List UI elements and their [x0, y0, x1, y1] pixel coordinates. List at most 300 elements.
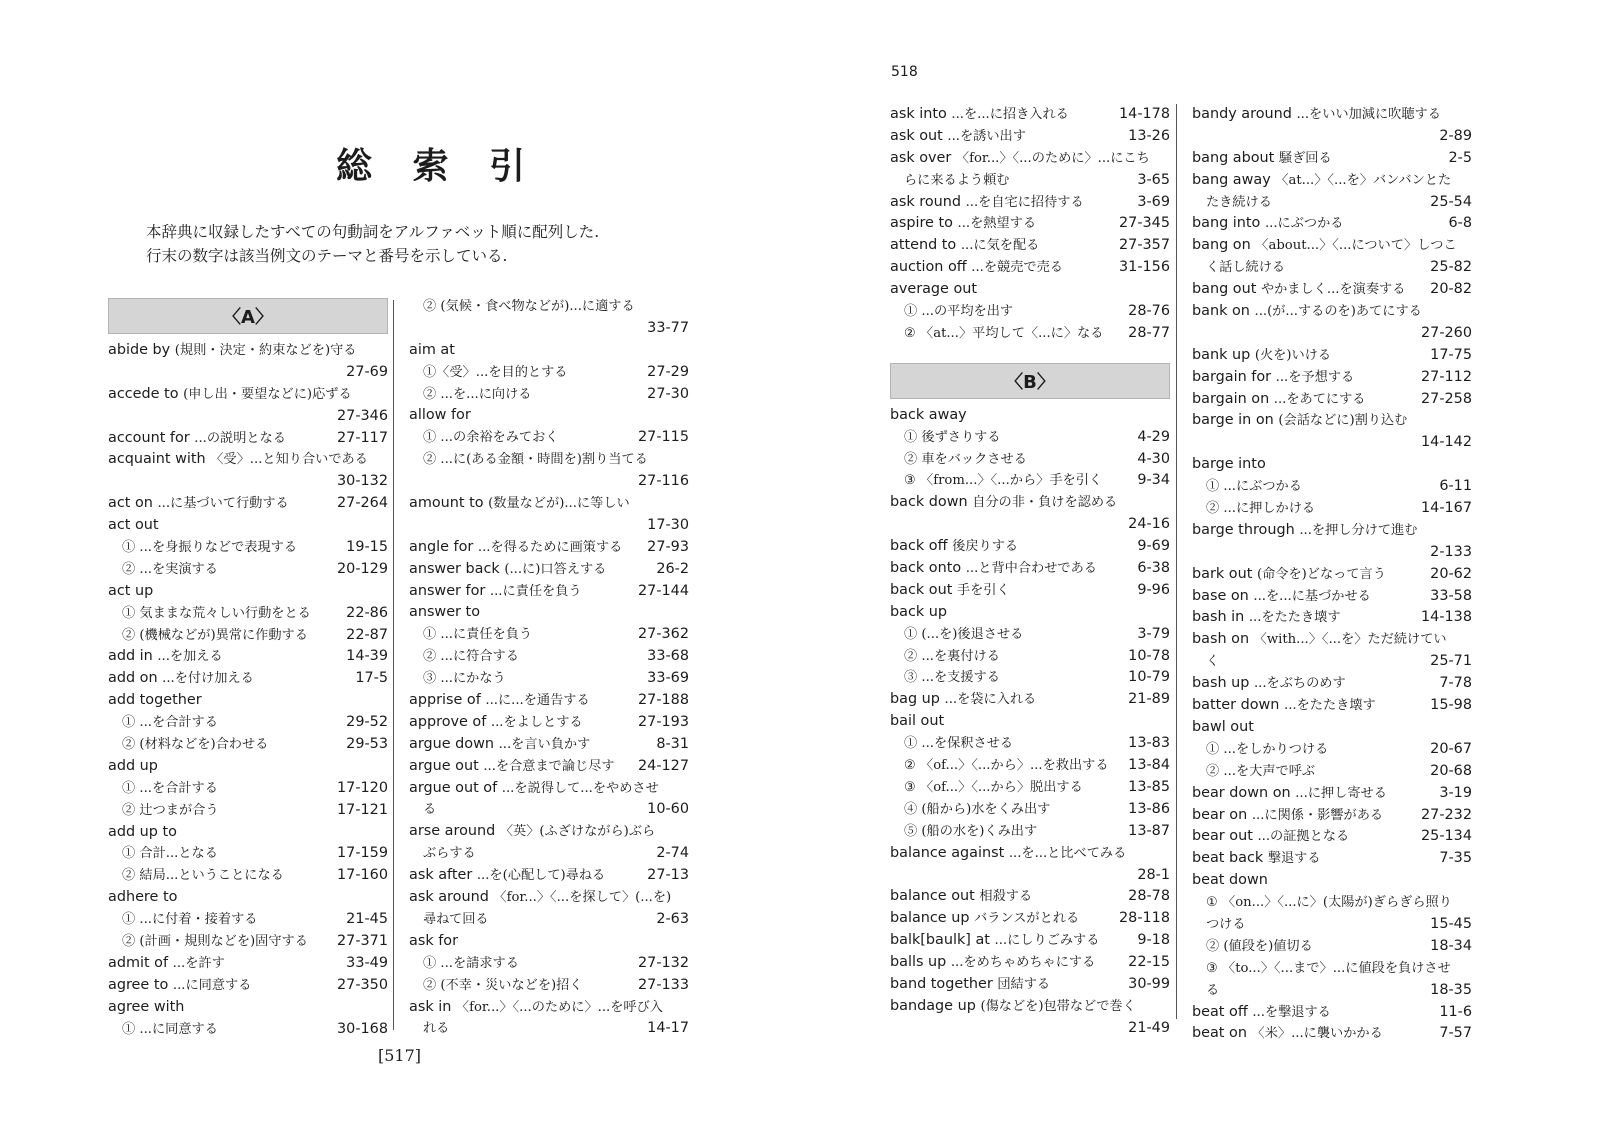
index-entry: [409, 997, 689, 1019]
reference-number: 27-69: [346, 363, 388, 380]
index-entry: [108, 581, 388, 603]
index-subentry: [108, 800, 388, 822]
headword: bag up: [890, 691, 940, 708]
reference-number: 8-31: [656, 735, 689, 752]
entry-text: [1192, 1023, 1383, 1045]
index-subentry: [890, 323, 1170, 345]
entry-text: [1192, 783, 1387, 805]
index-title: 総 索 引: [336, 146, 540, 187]
headword: argue out: [409, 757, 479, 774]
index-subentry: [1192, 542, 1472, 564]
definition: ③ 〈from...〉〈...から〉手を引く: [904, 473, 1103, 489]
index-entry: [1192, 520, 1472, 542]
index-subentry: [1192, 958, 1472, 980]
reference-number: 27-188: [638, 692, 689, 709]
index-subentry: [108, 471, 388, 493]
index-entry: [1192, 673, 1472, 695]
definition: ...を...と比べてみる: [1008, 845, 1127, 861]
entry-text: [890, 886, 1032, 908]
definition: たき続ける: [1206, 194, 1272, 210]
definition: (命令を)どなって言う: [1256, 566, 1386, 582]
entry-text: [409, 821, 655, 843]
index-entry: [409, 493, 689, 515]
index-subentry: [890, 301, 1170, 323]
headword: back onto: [890, 560, 962, 577]
entry-text: [890, 279, 977, 301]
headword: ask after: [409, 867, 473, 884]
entry-text: [890, 602, 947, 624]
index-subentry: [1192, 892, 1472, 914]
definition: ...をたたき壊す: [1248, 610, 1341, 626]
index-subentry: [890, 449, 1170, 471]
reference-number: 30-168: [337, 1020, 388, 1037]
headword: bail out: [890, 713, 945, 730]
headword: beat down: [1192, 872, 1268, 889]
reference-number: 27-232: [1421, 806, 1472, 823]
entry-text: [1192, 235, 1457, 257]
index-subentry: [1192, 980, 1472, 1002]
headword: angle for: [409, 538, 474, 555]
entry-text: [890, 908, 1079, 930]
index-subentry: [1192, 936, 1472, 958]
entry-text: [904, 733, 1013, 755]
page-number: 518: [891, 64, 918, 80]
index-entry: [1192, 213, 1472, 235]
reference-number: 4-29: [1137, 428, 1170, 445]
definition: 撃退する: [1267, 851, 1321, 867]
reference-number: 30-99: [1128, 975, 1170, 992]
entry-text: [904, 755, 1109, 777]
index-subentry: [890, 821, 1170, 843]
entry-text: [1192, 279, 1405, 301]
definition: ② (材料などを)合わせる: [122, 737, 269, 753]
reference-number: 3-19: [1439, 784, 1472, 801]
definition: ② ...に(ある金額・時間を)割り当てる: [423, 452, 648, 468]
index-entry: [890, 908, 1170, 930]
index-subentry: [108, 712, 388, 734]
entry-text: [904, 667, 1000, 689]
index-entry: [409, 340, 689, 362]
headword: adhere to: [108, 889, 178, 906]
definition: ...に関係・影響がある: [1251, 807, 1384, 823]
entry-text: [1206, 761, 1315, 783]
headword: act up: [108, 582, 154, 599]
index-entry: [1192, 564, 1472, 586]
index-entry: [1192, 104, 1472, 126]
headword: ask for: [409, 932, 459, 949]
entry-text: [904, 427, 1001, 449]
reference-number: 4-30: [1137, 450, 1170, 467]
entry-text: [122, 909, 257, 931]
entry-text: [1192, 301, 1422, 323]
entry-text: [122, 712, 218, 734]
reference-number: 28-77: [1128, 324, 1170, 341]
entry-text: [1192, 717, 1254, 739]
definition: ...を合意まで論じ尽す: [483, 758, 615, 774]
headword: agree with: [108, 998, 185, 1015]
headword: bang about: [1192, 149, 1275, 166]
headword: back out: [890, 581, 953, 598]
headword: amount to: [409, 495, 484, 512]
reference-number: 28-118: [1119, 910, 1170, 927]
definition: ② ...に押しかける: [1206, 501, 1316, 517]
index-entry: [409, 821, 689, 843]
headword: barge through: [1192, 521, 1295, 538]
left-column-2: [409, 296, 689, 1040]
headword: bargain on: [1192, 390, 1270, 407]
reference-number: 27-13: [647, 867, 689, 884]
reference-number: 27-115: [638, 429, 689, 446]
index-entry: [890, 930, 1170, 952]
index-entry: [1192, 148, 1472, 170]
reference-number: 7-78: [1439, 675, 1472, 692]
index-entry: [890, 996, 1170, 1018]
headword: apprise of: [409, 692, 481, 709]
reference-number: 27-371: [337, 933, 388, 950]
headword: ask over: [890, 149, 952, 166]
entry-text: [904, 301, 1013, 323]
definition: (数量などが)...に等しい: [488, 496, 630, 512]
definition: ...と背中合わせである: [965, 561, 1097, 577]
reference-number: 11-6: [1439, 1003, 1472, 1020]
entry-text: [409, 340, 455, 362]
entry-text: [1192, 345, 1331, 367]
definition: ② 〈at...〉平均して〈...に〉なる: [904, 325, 1104, 341]
reference-number: 27-357: [1119, 237, 1170, 254]
index-subentry: [409, 471, 689, 493]
definition: ...を加える: [157, 649, 223, 665]
index-entry: [890, 148, 1170, 170]
definition: ...を説得して...をやめさせ: [501, 780, 659, 796]
headword: aim at: [409, 341, 455, 358]
headword: balance out: [890, 888, 975, 905]
reference-number: 13-85: [1128, 778, 1170, 795]
entry-text: [1192, 870, 1268, 892]
index-entry: [108, 887, 388, 909]
index-subentry: [890, 865, 1170, 887]
index-entry: [108, 997, 388, 1019]
headword: accede to: [108, 385, 179, 402]
index-entry: [1192, 848, 1472, 870]
definition: ③ ...を支援する: [904, 670, 1000, 686]
entry-text: [890, 952, 1095, 974]
reference-number: 14-17: [647, 1020, 689, 1037]
reference-number: 9-18: [1137, 932, 1170, 949]
headword: add in: [108, 648, 153, 665]
index-subentry: [409, 624, 689, 646]
headword: bash in: [1192, 609, 1245, 626]
headword: bash up: [1192, 675, 1250, 692]
reference-number: 27-93: [647, 538, 689, 555]
definition: (火を)いける: [1254, 347, 1332, 363]
entry-text: [890, 492, 1117, 514]
index-entry: [890, 843, 1170, 865]
reference-number: 27-346: [337, 407, 388, 424]
definition: 〈受〉...と知り合いである: [210, 452, 368, 468]
definition: 相殺する: [979, 889, 1033, 905]
index-subentry: [890, 733, 1170, 755]
headword: ask round: [890, 193, 962, 210]
entry-text: [108, 953, 225, 975]
entry-text: [1192, 454, 1266, 476]
definition: ① 気ままな荒々しい行動をとる: [122, 605, 311, 621]
reference-number: 20-62: [1430, 565, 1472, 582]
definition: ...を袋に入れる: [944, 692, 1037, 708]
definition: ⑤ (船の水を)くみ出す: [904, 823, 1038, 839]
headword: answer for: [409, 582, 486, 599]
reference-number: 15-45: [1430, 915, 1472, 932]
headword: bear out: [1192, 828, 1253, 845]
definition: ...をいい加減に吹聴する: [1296, 107, 1441, 122]
reference-number: 33-69: [647, 670, 689, 687]
headword: argue down: [409, 735, 494, 752]
definition: 騒ぎ回る: [1278, 150, 1332, 166]
reference-number: 9-96: [1137, 581, 1170, 598]
index-subentry: [108, 603, 388, 625]
reference-number: 31-156: [1119, 259, 1170, 276]
headword: attend to: [890, 237, 957, 254]
entry-text: [1192, 1002, 1331, 1024]
entry-text: [409, 581, 582, 603]
reference-number: 20-67: [1430, 740, 1472, 757]
reference-number: 27-345: [1119, 215, 1170, 232]
entry-text: [1192, 586, 1371, 608]
headword: back up: [890, 603, 948, 620]
definition: ...を...に基づかせる: [1253, 588, 1371, 604]
reference-number: 21-45: [346, 911, 388, 928]
headword: ask in: [409, 998, 452, 1015]
definition: 〈about...〉〈...について〉しつこ: [1255, 238, 1457, 254]
entry-text: [108, 581, 153, 603]
definition: ...を撃退する: [1252, 1004, 1331, 1020]
entry-text: [423, 296, 635, 318]
index-subentry: [890, 170, 1170, 192]
index-entry: [890, 257, 1170, 279]
index-subentry: [108, 362, 388, 384]
definition: ...をぶちのめす: [1253, 676, 1346, 692]
index-subentry: [108, 843, 388, 865]
headword: act on: [108, 495, 153, 512]
reference-number: 27-133: [638, 976, 689, 993]
entry-text: [409, 405, 471, 427]
index-subentry: [409, 449, 689, 471]
index-entry: [108, 646, 388, 668]
left-column-1: [108, 296, 388, 1041]
index-subentry: [409, 843, 689, 865]
entry-text: [409, 493, 630, 515]
definition: ...を自宅に招待する: [965, 194, 1084, 210]
section-header: 〈A〉: [108, 298, 388, 334]
entry-text: [904, 449, 1027, 471]
definition: 〈at...〉〈...を〉バンバンとた: [1275, 172, 1452, 188]
definition: ...を付け加える: [162, 671, 254, 687]
entry-text: [1192, 367, 1354, 389]
entry-text: [890, 148, 1150, 170]
reference-number: 27-258: [1421, 390, 1472, 407]
definition: ② 車をバックさせる: [904, 451, 1027, 467]
entry-text: [423, 975, 583, 997]
definition: (傷などを)包帯などで巻く: [980, 998, 1136, 1014]
entry-text: [122, 603, 311, 625]
entry-text: [423, 427, 558, 449]
headword: bargain for: [1192, 368, 1272, 385]
index-entry: [409, 931, 689, 953]
definition: ...に...を通告する: [485, 693, 590, 709]
headword: agree to: [108, 976, 169, 993]
headword: ask out: [890, 127, 943, 144]
index-subentry: [890, 1018, 1170, 1040]
reference-number: 9-69: [1137, 538, 1170, 555]
entry-text: [904, 799, 1050, 821]
reference-number: 26-2: [656, 560, 689, 577]
headword: abide by: [108, 342, 171, 358]
reference-number: 13-26: [1128, 127, 1170, 144]
entry-text: [409, 734, 590, 756]
index-entry: [409, 734, 689, 756]
entry-text: [1192, 805, 1383, 827]
entry-text: [904, 470, 1102, 492]
definition: 〈with...〉〈...を〉ただ続けてい: [1253, 632, 1447, 648]
index-subentry: [108, 1019, 388, 1041]
index-subentry: [890, 777, 1170, 799]
entry-text: [122, 778, 218, 800]
index-subentry: [108, 559, 388, 581]
index-entry: [108, 953, 388, 975]
index-entry: [890, 602, 1170, 624]
entry-text: [108, 428, 286, 450]
entry-text: [1206, 980, 1219, 1002]
index-entry: [108, 493, 388, 515]
headword: argue out of: [409, 779, 498, 796]
index-subentry: [108, 909, 388, 931]
definition: ① ...に付着・接着する: [122, 912, 258, 928]
entry-text: [423, 843, 476, 865]
definition: ④ (船から)水をくみ出す: [904, 801, 1051, 817]
entry-text: [890, 405, 967, 427]
index-subentry: [108, 931, 388, 953]
index-subentry: [890, 755, 1170, 777]
index-entry: [1192, 235, 1472, 257]
reference-number: 6-8: [1448, 215, 1472, 232]
index-entry: [1192, 410, 1472, 432]
headword: bank up: [1192, 346, 1251, 363]
definition: ...に気を配る: [960, 238, 1040, 254]
definition: 後戻りする: [952, 539, 1019, 555]
headword: bandage up: [890, 997, 976, 1014]
entry-text: [409, 756, 615, 778]
headword: bank on: [1192, 303, 1250, 320]
definition: ② ...を大声で呼ぶ: [1206, 763, 1316, 779]
entry-text: [1192, 695, 1376, 717]
reference-number: 25-54: [1430, 193, 1472, 210]
headword: bang out: [1192, 281, 1257, 298]
entry-text: [108, 756, 158, 778]
reference-number: 17-121: [337, 801, 388, 818]
reference-number: 6-38: [1137, 560, 1170, 577]
reference-number: 13-87: [1128, 822, 1170, 839]
footer-page-number: [517]: [378, 1046, 422, 1065]
index-entry: [108, 384, 388, 406]
reference-number: 3-65: [1137, 171, 1170, 188]
entry-text: [122, 931, 308, 953]
entry-text: [904, 170, 1010, 192]
entry-text: [122, 734, 268, 756]
entry-text: [1192, 848, 1321, 870]
reference-number: 2-74: [656, 845, 689, 862]
entry-text: [904, 624, 1023, 646]
index-entry: [409, 887, 689, 909]
index-entry: [108, 975, 388, 997]
definition: ...に基づいて行動する: [157, 496, 289, 512]
index-entry: [890, 580, 1170, 602]
index-subentry: [1192, 651, 1472, 673]
definition: ① ...に責任を負う: [423, 627, 533, 643]
headword: bark out: [1192, 565, 1253, 582]
index-entry: [1192, 367, 1472, 389]
entry-text: [423, 909, 489, 931]
entry-text: [423, 362, 567, 384]
definition: ...をあてにする: [1273, 391, 1366, 407]
headword: bang into: [1192, 215, 1261, 232]
index-entry: [409, 559, 689, 581]
reference-number: 18-34: [1430, 937, 1472, 954]
index-subentry: [890, 470, 1170, 492]
entry-text: [904, 646, 1000, 668]
entry-text: [1206, 958, 1451, 980]
entry-text: [108, 822, 177, 844]
index-subentry: [1192, 126, 1472, 148]
entry-text: [409, 931, 458, 953]
reference-number: 22-15: [1128, 954, 1170, 971]
entry-text: [1206, 257, 1285, 279]
headword: allow for: [409, 407, 471, 424]
index-entry: [108, 428, 388, 450]
reference-number: 33-49: [346, 954, 388, 971]
entry-text: [890, 711, 944, 733]
entry-text: [108, 340, 356, 362]
index-entry: [108, 449, 388, 471]
entry-text: [890, 930, 1099, 952]
index-entry: [1192, 870, 1472, 892]
entry-text: [1206, 914, 1246, 936]
definition: ① (...を)後退させる: [904, 626, 1024, 642]
headword: arse around: [409, 823, 496, 840]
entry-text: [904, 777, 1083, 799]
definition: 団結する: [997, 976, 1051, 992]
index-subentry: [108, 625, 388, 647]
entry-text: [1192, 564, 1386, 586]
definition: く: [1206, 654, 1220, 670]
entry-text: [890, 213, 1036, 235]
index-subentry: [890, 514, 1170, 536]
entry-text: [409, 865, 605, 887]
index-subentry: [108, 734, 388, 756]
index-subentry: [409, 318, 689, 340]
index-subentry: [409, 362, 689, 384]
headword: ask around: [409, 889, 489, 906]
headword: bear on: [1192, 806, 1248, 823]
reference-number: 28-76: [1128, 303, 1170, 320]
reference-number: 29-52: [346, 714, 388, 731]
definition: ...を得るために画策する: [477, 539, 623, 555]
definition: ① 合計...となる: [122, 846, 218, 862]
definition: ② ...を裏付ける: [904, 648, 1000, 664]
entry-text: [890, 104, 1069, 126]
reference-number: 22-87: [346, 626, 388, 643]
definition: ...をたたき壊す: [1284, 698, 1376, 714]
index-entry: [409, 602, 689, 624]
definition: ①〈受〉...を目的とする: [423, 364, 568, 380]
